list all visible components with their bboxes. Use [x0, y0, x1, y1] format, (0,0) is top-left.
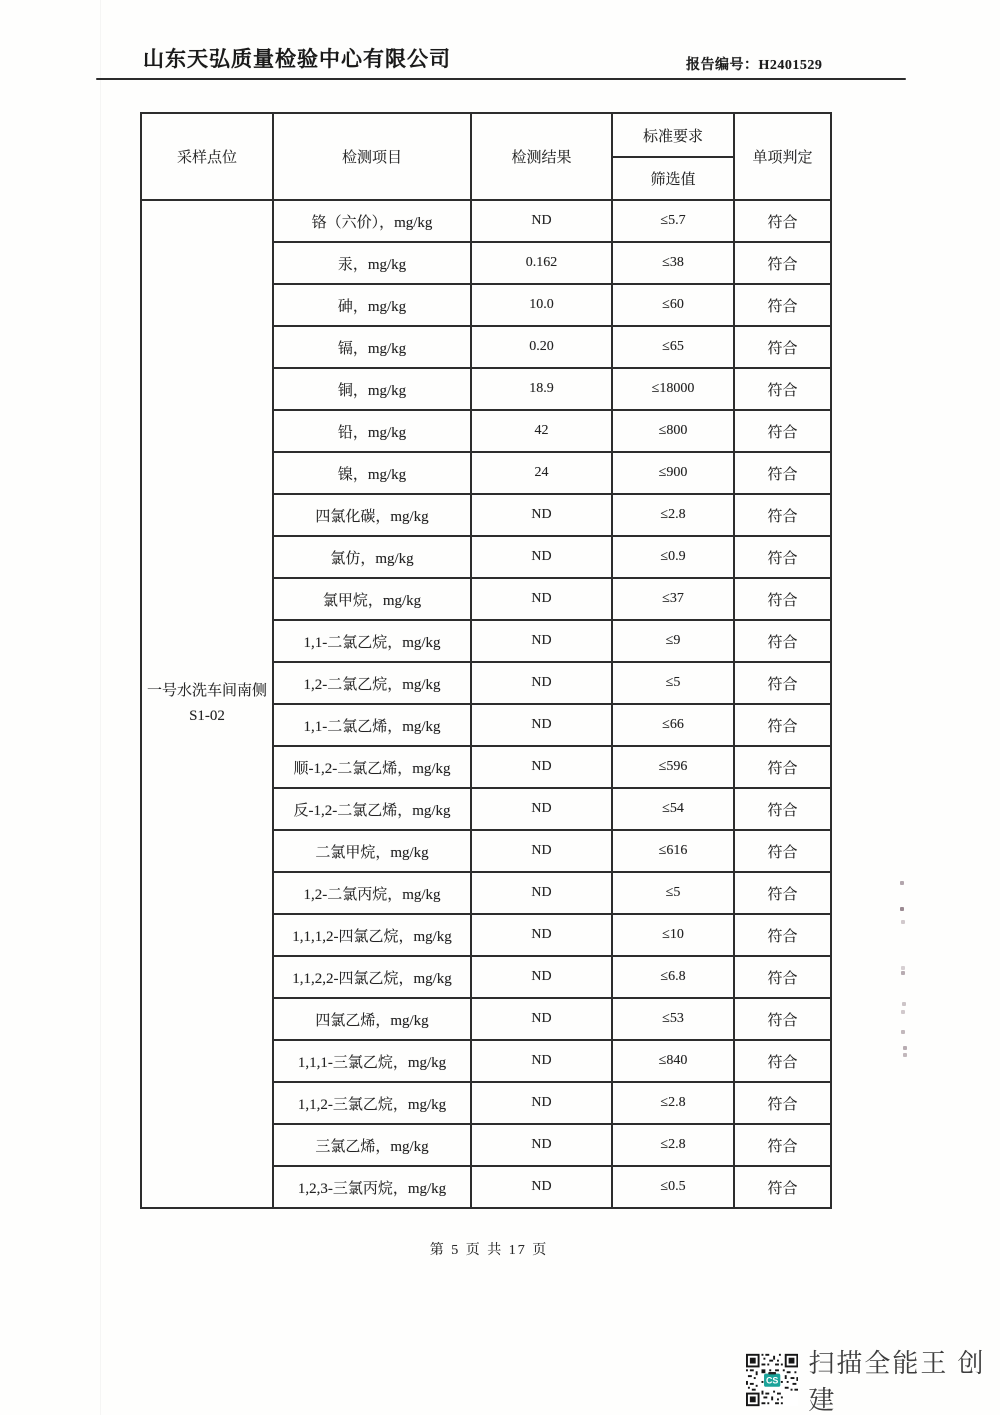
results-tbody: [141, 200, 831, 1208]
item-cell: 1,1,2-三氯乙烷，mg/kg: [273, 1082, 471, 1124]
result-cell: ND: [471, 1166, 612, 1208]
col-header-verdict: 单项判定: [734, 113, 831, 200]
verdict-cell: 符合: [734, 200, 831, 242]
item-cell: 1,1,1-三氯乙烷，mg/kg: [273, 1040, 471, 1082]
result-cell: 42: [471, 410, 612, 452]
result-cell: ND: [471, 578, 612, 620]
verdict-cell: 符合: [734, 326, 831, 368]
verdict-cell: 符合: [734, 1082, 831, 1124]
col-header-screening-value: 筛选值: [612, 157, 734, 200]
item-cell: 1,1,2,2-四氯乙烷，mg/kg: [273, 956, 471, 998]
result-cell: 0.20: [471, 326, 612, 368]
header-rule: [96, 78, 906, 80]
limit-cell: ≤2.8: [612, 1082, 734, 1124]
limit-cell: ≤5: [612, 872, 734, 914]
result-cell: ND: [471, 620, 612, 662]
verdict-cell: 符合: [734, 830, 831, 872]
verdict-cell: 符合: [734, 284, 831, 326]
item-cell: 1,1-二氯乙烷，mg/kg: [273, 620, 471, 662]
item-cell: 铜，mg/kg: [273, 368, 471, 410]
result-cell: 24: [471, 452, 612, 494]
verdict-cell: 符合: [734, 452, 831, 494]
item-cell: 镉，mg/kg: [273, 326, 471, 368]
qr-cs-label: CS: [765, 1375, 779, 1386]
item-cell: 三氯乙烯，mg/kg: [273, 1124, 471, 1166]
result-cell: ND: [471, 998, 612, 1040]
result-cell: ND: [471, 788, 612, 830]
result-cell: ND: [471, 746, 612, 788]
table-header: [141, 113, 831, 200]
verdict-cell: 符合: [734, 242, 831, 284]
item-cell: 铬（六价），mg/kg: [273, 200, 471, 242]
col-header-sampling-point: 采样点位: [141, 113, 273, 200]
limit-cell: ≤616: [612, 830, 734, 872]
verdict-cell: 符合: [734, 746, 831, 788]
verdict-cell: 符合: [734, 914, 831, 956]
verdict-cell: 符合: [734, 956, 831, 998]
verdict-cell: 符合: [734, 662, 831, 704]
qr-code-icon: [746, 1352, 798, 1408]
limit-cell: ≤800: [612, 410, 734, 452]
item-cell: 二氯甲烷，mg/kg: [273, 830, 471, 872]
item-cell: 顺-1,2-二氯乙烯，mg/kg: [273, 746, 471, 788]
limit-cell: ≤2.8: [612, 1124, 734, 1166]
limit-cell: ≤65: [612, 326, 734, 368]
result-cell: ND: [471, 830, 612, 872]
limit-cell: ≤840: [612, 1040, 734, 1082]
limit-cell: ≤60: [612, 284, 734, 326]
item-cell: 汞，mg/kg: [273, 242, 471, 284]
camscanner-watermark: [746, 1343, 1000, 1417]
col-header-result: 检测结果: [471, 113, 612, 200]
result-cell: 18.9: [471, 368, 612, 410]
verdict-cell: 符合: [734, 494, 831, 536]
sampling-point-name: 一号水洗车间南侧: [146, 682, 267, 699]
limit-cell: ≤5: [612, 662, 734, 704]
camscanner-text: 扫描全能王 创建: [808, 1348, 986, 1415]
limit-cell: ≤37: [612, 578, 734, 620]
sampling-point-cell: [141, 200, 273, 1208]
result-cell: ND: [471, 872, 612, 914]
limit-cell: ≤0.9: [612, 536, 734, 578]
result-cell: ND: [471, 704, 612, 746]
company-name: 山东天弘质量检验中心有限公司: [143, 48, 451, 71]
item-cell: 四氯乙烯，mg/kg: [273, 998, 471, 1040]
result-cell: ND: [471, 956, 612, 998]
result-cell: 10.0: [471, 284, 612, 326]
verdict-cell: 符合: [734, 998, 831, 1040]
verdict-cell: 符合: [734, 578, 831, 620]
verdict-cell: 符合: [734, 1124, 831, 1166]
item-cell: 1,2-二氯丙烷，mg/kg: [273, 872, 471, 914]
result-cell: ND: [471, 536, 612, 578]
limit-cell: ≤10: [612, 914, 734, 956]
table-row: [141, 200, 831, 242]
verdict-cell: 符合: [734, 620, 831, 662]
limit-cell: ≤900: [612, 452, 734, 494]
limit-cell: ≤66: [612, 704, 734, 746]
result-cell: ND: [471, 914, 612, 956]
item-cell: 铅，mg/kg: [273, 410, 471, 452]
sampling-point-code: S1-02: [189, 708, 225, 724]
result-cell: ND: [471, 1082, 612, 1124]
limit-cell: ≤5.7: [612, 200, 734, 242]
verdict-cell: 符合: [734, 872, 831, 914]
limit-cell: ≤0.5: [612, 1166, 734, 1208]
item-cell: 砷，mg/kg: [273, 284, 471, 326]
verdict-cell: 符合: [734, 1166, 831, 1208]
col-header-item: 检测项目: [273, 113, 471, 200]
item-cell: 1,1-二氯乙烯，mg/kg: [273, 704, 471, 746]
verdict-cell: 符合: [734, 704, 831, 746]
limit-cell: ≤54: [612, 788, 734, 830]
verdict-cell: 符合: [734, 368, 831, 410]
page-number: 第 5 页 共 17 页: [429, 1243, 549, 1258]
limit-cell: ≤596: [612, 746, 734, 788]
limit-cell: ≤9: [612, 620, 734, 662]
results-table: [140, 112, 832, 1209]
limit-cell: ≤6.8: [612, 956, 734, 998]
result-cell: ND: [471, 200, 612, 242]
limit-cell: ≤2.8: [612, 494, 734, 536]
report-number: 报告编号：H2401529: [686, 58, 823, 73]
result-cell: ND: [471, 1124, 612, 1166]
item-cell: 氯仿，mg/kg: [273, 536, 471, 578]
result-cell: ND: [471, 662, 612, 704]
result-cell: 0.162: [471, 242, 612, 284]
limit-cell: ≤53: [612, 998, 734, 1040]
item-cell: 四氯化碳，mg/kg: [273, 494, 471, 536]
result-cell: ND: [471, 1040, 612, 1082]
item-cell: 1,2,3-三氯丙烷，mg/kg: [273, 1166, 471, 1208]
verdict-cell: 符合: [734, 410, 831, 452]
item-cell: 氯甲烷，mg/kg: [273, 578, 471, 620]
verdict-cell: 符合: [734, 788, 831, 830]
verdict-cell: 符合: [734, 1040, 831, 1082]
item-cell: 1,2-二氯乙烷，mg/kg: [273, 662, 471, 704]
limit-cell: ≤38: [612, 242, 734, 284]
item-cell: 反-1,2-二氯乙烯，mg/kg: [273, 788, 471, 830]
verdict-cell: 符合: [734, 536, 831, 578]
item-cell: 1,1,1,2-四氯乙烷，mg/kg: [273, 914, 471, 956]
result-cell: ND: [471, 494, 612, 536]
col-header-standard: 标准要求: [612, 113, 734, 157]
scan-edge-shadow: [100, 0, 101, 1415]
limit-cell: ≤18000: [612, 368, 734, 410]
item-cell: 镍，mg/kg: [273, 452, 471, 494]
